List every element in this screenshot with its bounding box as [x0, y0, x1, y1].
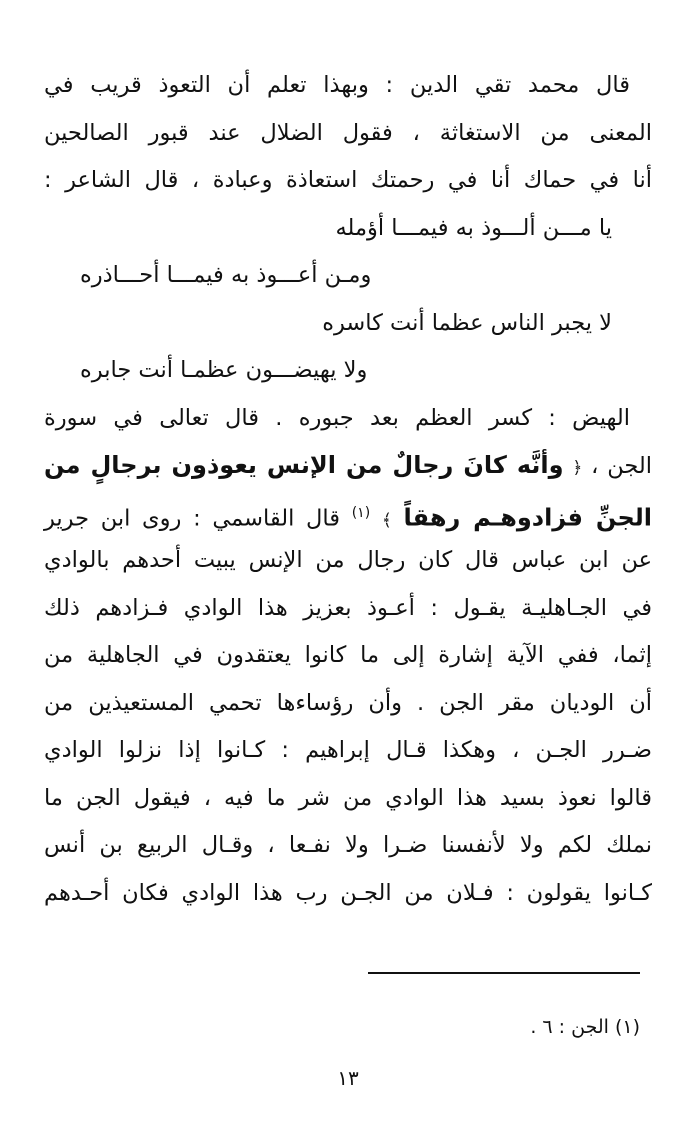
text-line: ضـرر الجـن ، وهكذا قـال إبراهيم : كـانوا إذا نزلوا الوادي — [44, 737, 652, 763]
page-number: ١٣ — [337, 1066, 359, 1090]
poem-verse: ولا يهيضـــون عظمـا أنت جابره — [80, 357, 368, 383]
text-line: قال محمد تقي الدين : وبهذا تعلم أن التعوذ قريب في — [44, 72, 630, 98]
quran-bracket-open: ﴿ — [572, 458, 583, 478]
poem-verse: ومـن أعـــوذ به فيمـــا أحـــاذره — [80, 262, 372, 288]
text-segment: الجن ، — [591, 453, 652, 479]
footnote-reference: (١) — [351, 504, 371, 521]
text-line: عن ابن عباس قال كان رجال من الإنس يبيت أحدهم بالوادي — [44, 547, 652, 573]
text-line: الهيض : كسر العظم بعد جبوره . قال تعالى في سورة — [44, 404, 630, 431]
text-line: نملك لكم ولا لأنفسنا ضـرا ولا نفـعا ، وقـال الربيع بن أنس — [44, 832, 652, 858]
footnote: (١) الجن : ٦ . — [530, 1016, 640, 1038]
text-line: كـانوا يقولون : فـلان من الجـن رب هذا الوادي فكان أحـدهم — [44, 879, 652, 906]
quran-verse: الجنِّ فزادوهـم رهقاً — [403, 503, 652, 531]
text-line: أن الوديان مقر الجن . وأن رؤساءها تحمي المستعيذين من — [44, 689, 652, 716]
quran-bracket-close: ﴾ — [381, 510, 392, 530]
footnote-separator — [368, 972, 640, 974]
body-text — [44, 62, 652, 917]
text-line: المعنى من الاستغاثة ، فقول الضلال عند قبور الصالحين — [44, 119, 652, 146]
poem-verse: لا يجبر الناس عظما أنت كاسره — [322, 309, 612, 336]
text-line: قالوا نعوذ بسيد هذا الوادي من شر ما فيه ، فيقول الجن ما — [44, 784, 652, 811]
poem-verse: يا مـــن ألـــوذ به فيمـــا أؤمله — [335, 214, 612, 241]
text-line: في الجـاهليـة يقـول : أعـوذ بعزيز هذا الوادي فـزادهم ذلك — [44, 594, 652, 621]
text-line: إثما، ففي الآية إشارة إلى ما كانوا يعتقدون في الجاهلية من — [44, 642, 652, 668]
text-line: أنا في حماك أنا في رحمتك استعاذة وعبادة ، قال الشاعر : — [44, 167, 652, 193]
quran-verse: وأنَّه كانَ رجالٌ من الإنس يعوذون برجالٍ من — [44, 451, 564, 479]
text-segment: قال القاسمي : روى ابن جرير — [44, 505, 340, 531]
text-line — [44, 442, 652, 490]
text-line — [44, 490, 652, 538]
